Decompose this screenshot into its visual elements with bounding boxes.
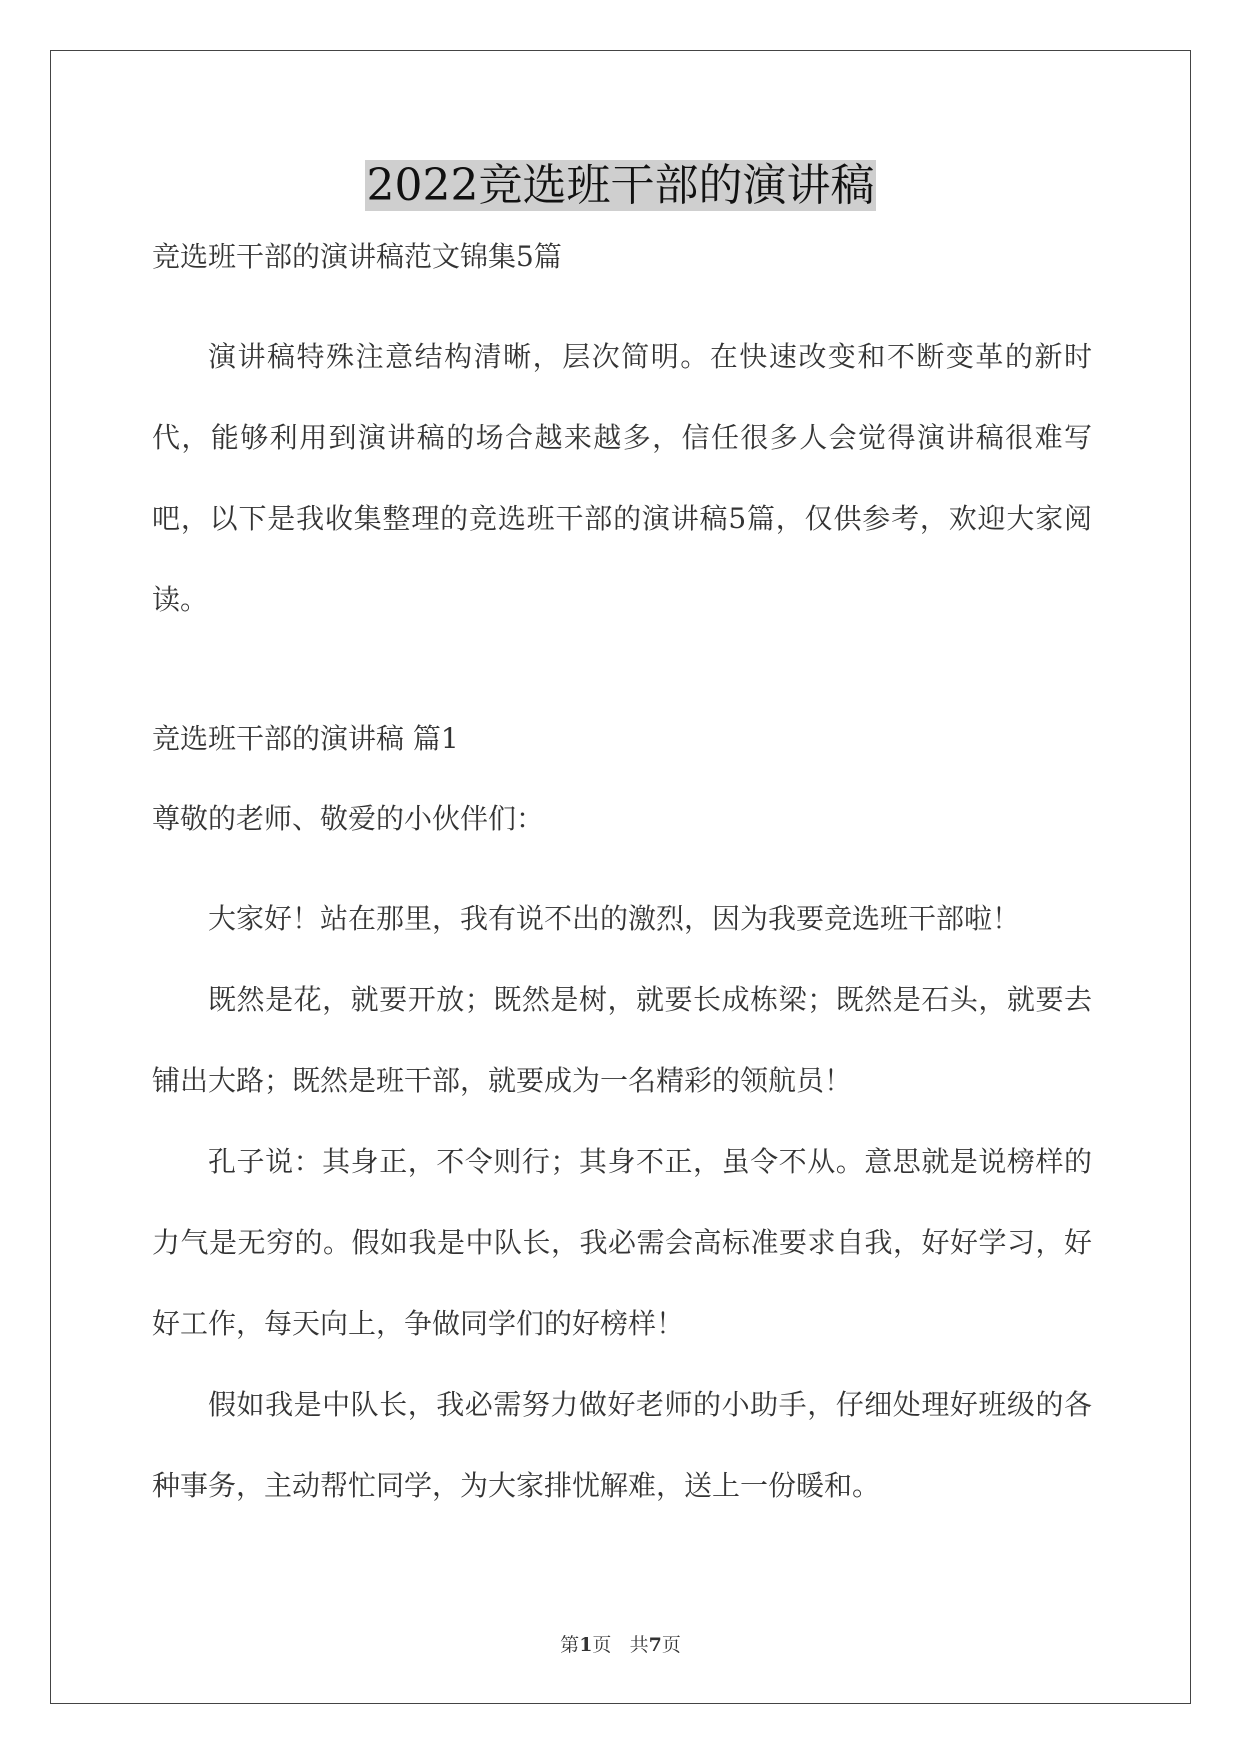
footer-total-suffix: 页 bbox=[661, 1634, 681, 1656]
footer-total-pages: 7 bbox=[648, 1634, 662, 1656]
document-title bbox=[0, 158, 1241, 214]
body-paragraph-4: 假如我是中队长，我必需努力做好老师的小助手，仔细处理好班级的各种事务，主动帮忙同学，为大家排忧解难，送上一份暖和。 bbox=[152, 1388, 1092, 1502]
body-paragraph-1: 大家好！站在那里，我有说不出的激烈，因为我要竞选班干部啦！ bbox=[208, 902, 1021, 935]
section-heading: 竞选班干部的演讲稿 篇1 bbox=[152, 722, 459, 755]
document-subtitle: 竞选班干部的演讲稿范文锦集5篇 bbox=[152, 240, 562, 273]
footer-page-prefix: 第 bbox=[560, 1634, 580, 1656]
document-title-text: 2022竞选班干部的演讲稿 bbox=[366, 160, 875, 211]
document-body bbox=[152, 236, 1092, 1526]
footer-total-prefix: 共 bbox=[629, 1634, 649, 1656]
body-paragraph-3: 孔子说：其身正，不令则行；其身不正，虽令不从。意思就是说榜样的力气是无穷的。假如我是中队长，我必需会高标准要求自我，好好学习，好好工作，每天向上，争做同学们的好榜样！ bbox=[152, 1145, 1092, 1340]
salutation: 尊敬的老师、敬爱的小伙伴们： bbox=[152, 802, 545, 835]
footer-page-suffix: 页 bbox=[592, 1634, 612, 1656]
page-footer bbox=[0, 1630, 1241, 1657]
intro-paragraph: 演讲稿特殊注意结构清晰，层次简明。在快速改变和不断变革的新时代，能够利用到演讲稿的场合越来越多，信任很多人会觉得演讲稿很难写吧，以下是我收集整理的竞选班干部的演讲稿5篇，仅供参考，欢迎大家阅读。 bbox=[152, 340, 1092, 616]
body-paragraph-2: 既然是花，就要开放；既然是树，就要长成栋梁；既然是石头，就要去铺出大路；既然是班干部，就要成为一名精彩的领航员！ bbox=[152, 983, 1092, 1097]
footer-page-number: 1 bbox=[579, 1634, 593, 1656]
